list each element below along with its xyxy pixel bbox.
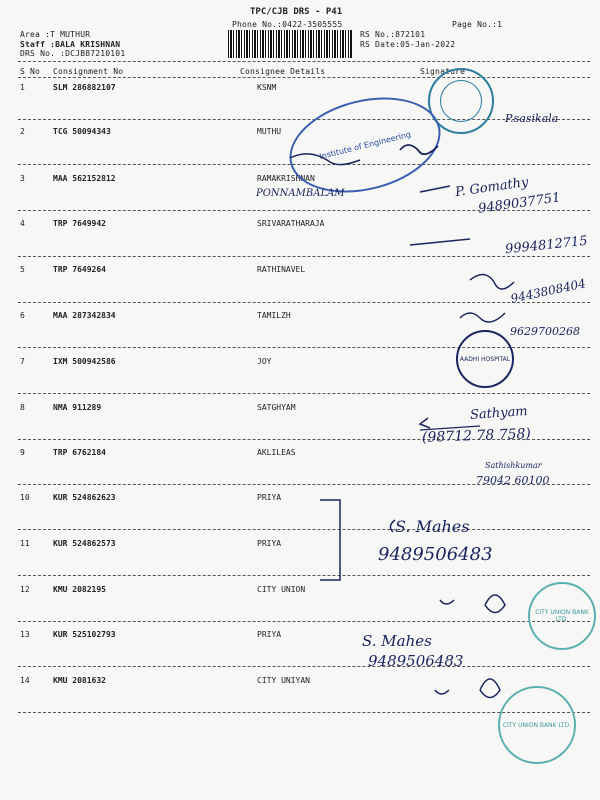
handwritten-phone: 79042 60100 (476, 474, 550, 487)
row-sno: 13 (20, 630, 30, 639)
col-consignee: Consignee Details (240, 67, 326, 76)
row-consignment: KUR 525102793 (53, 630, 116, 639)
row-consignee: JOY (257, 357, 272, 366)
handwritten-signature: Sathyam (469, 404, 529, 423)
row-sno: 12 (20, 585, 30, 594)
handwritten-phone: 9443808404 (509, 276, 587, 306)
area-label: Area :T MUTHUR (20, 30, 91, 39)
row-consignee: CITY UNIYAN (257, 676, 310, 685)
row-sno: 4 (20, 219, 25, 228)
row-consignment: IXM 500942586 (53, 357, 116, 366)
row-sno: 9 (20, 448, 25, 457)
row-consignee: SRIVARATHARAJA (257, 219, 325, 228)
row-consignment: KMU 2082195 (53, 585, 106, 594)
col-consignment: Consignment No (53, 67, 124, 76)
col-signature: Signature (420, 67, 466, 76)
handwritten-phone: (98712 78 758) (421, 426, 532, 446)
row-consignee: TAMILZH (257, 311, 291, 320)
row-consignment: TRP 7649942 (53, 219, 106, 228)
handwritten-signature: Sathishkumar (485, 461, 542, 470)
staff-label: Staff :BALA KRISHNAN (20, 40, 121, 49)
handwritten-phone: 9489506483 (378, 544, 493, 565)
phone-number: Phone No.:0422-3505555 (232, 20, 343, 29)
row-consignee: PRIYA (257, 539, 282, 548)
row-sno: 7 (20, 357, 25, 366)
row-consignment: KUR 524862623 (53, 493, 116, 502)
row-consignee: RAMAKRISHNAN (257, 174, 315, 183)
handwritten-phone: 9629700268 (510, 325, 580, 338)
rs-number: RS No.:872101 (360, 30, 426, 39)
row-consignment: KUR 524862573 (53, 539, 116, 548)
handwritten-name: PONNAMBALAM (256, 188, 345, 199)
row-consignment: TCG 50094343 (53, 127, 111, 136)
drs-number: DRS No. :DCJB87210101 (20, 49, 126, 58)
row-consignment: SLM 286882107 (53, 83, 116, 92)
college-stamp-text: Institute of Engineering (318, 129, 412, 161)
row-consignee: PRIYA (257, 493, 282, 502)
row-sno: 6 (20, 311, 25, 320)
row-sno: 14 (20, 676, 30, 685)
row-sno: 10 (20, 493, 30, 502)
handwritten-signature: S. Mahes (362, 632, 432, 650)
row-sno: 11 (20, 539, 30, 548)
row-consignee: MUTHU (257, 127, 282, 136)
hospital-stamp-text: AADHI HOSPITAL (459, 355, 511, 363)
bank-stamp-text: CITY UNION BANK LTD. (535, 609, 589, 623)
page-number: Page No.:1 (452, 20, 503, 29)
document-title: TPC/CJB DRS - P41 (250, 7, 343, 17)
row-consignment: MAA 562152812 (53, 174, 116, 183)
rs-date: RS Date:05-Jan-2022 (360, 40, 456, 49)
row-sno: 8 (20, 403, 25, 412)
row-consignee: PRIYA (257, 630, 282, 639)
row-sno: 1 (20, 83, 25, 92)
handwritten-phone: 9489506483 (368, 652, 464, 670)
col-sno: S No (20, 67, 41, 76)
row-consignee: CITY UNION (257, 585, 306, 594)
row-consignee: RATHINAVEL (257, 265, 306, 274)
row-consignee: KSNM (257, 83, 277, 92)
handwritten-phone: 9489037751 (477, 190, 562, 217)
row-consignment: KMU 2081632 (53, 676, 106, 685)
bank-stamp-text-2: CITY UNION BANK LTD. (502, 721, 572, 729)
row-consignee: SATGHYAM (257, 403, 296, 412)
handwritten-signature: S. Mahes (395, 517, 470, 536)
row-consignment: TRP 7649264 (53, 265, 106, 274)
handwritten-signature: P.sasikala (505, 112, 559, 125)
handwritten-signature: P. Gomathy (454, 174, 530, 201)
row-sno: 3 (20, 174, 25, 183)
row-sno: 2 (20, 127, 25, 136)
row-consignment: MAA 287342834 (53, 311, 116, 320)
row-consignment: NMA 911289 (53, 403, 102, 412)
row-consignment: TRP 6762184 (53, 448, 106, 457)
row-sno: 5 (20, 265, 25, 274)
handwritten-phone: 9994812715 (504, 233, 589, 258)
row-consignee: AKLILEAS (257, 448, 296, 457)
